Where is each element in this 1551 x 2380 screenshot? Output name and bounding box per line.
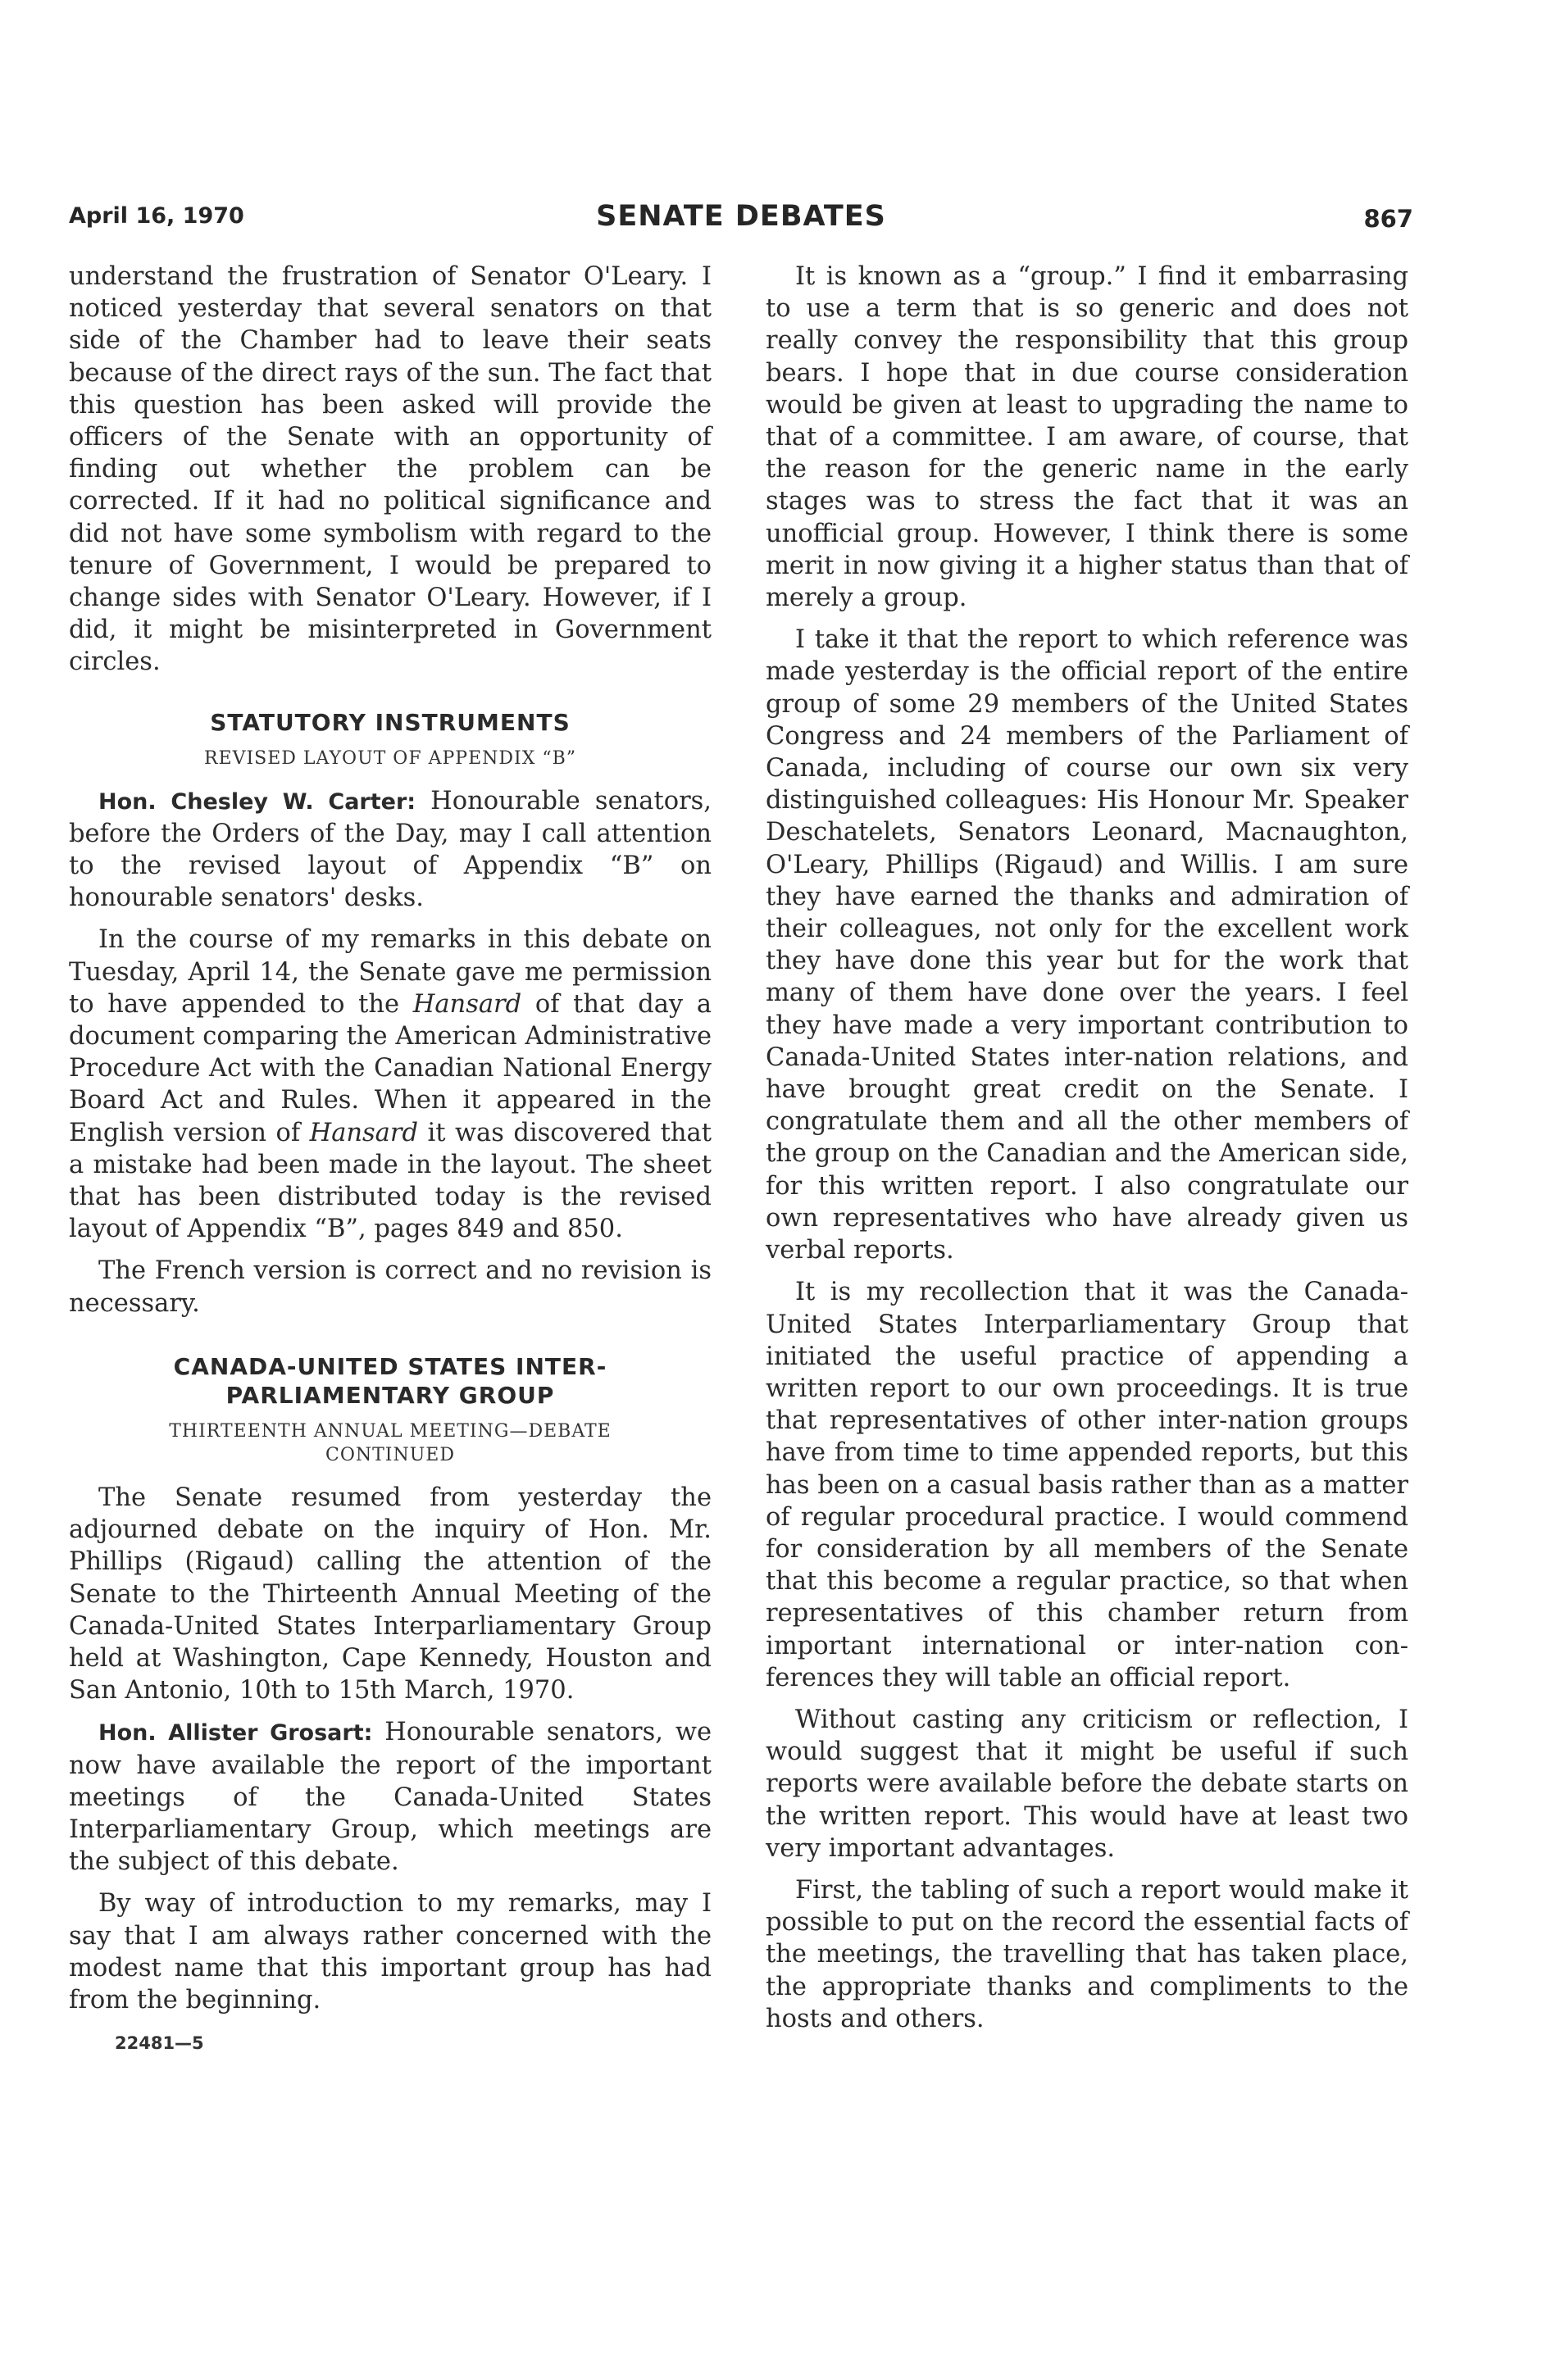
italic-hansard: Hansard [309,1118,418,1147]
text-run: of that day a document comparing the American Administrative Procedure Act with the Canadian National Energy Board Act and Rules. When it appeared in the English version of [69,989,712,1147]
section-heading-statutory-instruments: STATUTORY INSTRUMENTS [210,708,571,736]
subheading-line: THIRTEENTH ANNUAL MEETING—DEBATE [169,1420,612,1442]
speech-text: Honourable senators, before the Orders of the Day, may I call attention to the revised layout of Appendix “B” on honourable senators' desks. [69,786,712,913]
paragraph: Without casting any criticism or reflection, I would suggest that it might be useful if such reports were available before the debate starts on the written report. This would have at least two very important advantages. [766,1705,1408,1863]
header-title: SENATE DEBATES [596,200,886,233]
text-run: it was discovered that a mistake had been made in the layout. The sheet that has been distributed today is the revised layout of Appendix “B”, pages 849 and 850. [69,1118,712,1244]
section-subheading-thirteenth-meeting [69,1419,712,1467]
running-header [69,200,1413,239]
text-run: In the course of my remarks in this debate on Tuesday, April 14, the Senate gave me permission to have appended to the [69,925,712,1019]
paragraph-grosart [69,1716,712,1878]
paragraph: It is my recollection that it was the Canada-United States Interparliamentary Group that initiated the useful practice of appending a written report to our own proceedings. It is true that representatives of other inter-nation groups have from time to time appended reports, but this has been on a casual basis rather than as a matter of regular procedural practice. I would commend for consideration by all members of the Senate that this become a regular practice, so that when representatives of this chamber return from important international or inter-nation conferences they will table an official report. [766,1278,1408,1692]
paragraph: The French version is correct and no revision is necessary. [69,1256,712,1318]
heading-line: PARLIAMENTARY GROUP [225,1381,555,1409]
paragraph-carter [69,785,712,915]
heading-line: CANADA-UNITED STATES INTER- [173,1352,607,1380]
section-heading-canada-us-group [69,1352,712,1410]
speaker-name: Hon. Chesley W. Carter: [98,788,416,815]
paragraph: First, the tabling of such a report would make it possible to put on the record the essential facts of the meetings, the travelling that has taken place, the appropriate thanks and compliments to the hosts and others. [766,1875,1408,2033]
page-number: 867 [1363,205,1413,233]
speaker-name: Hon. Allister Grosart: [98,1720,373,1746]
paragraph: The Senate resumed from yesterday the adjourned debate on the inquiry of Hon. Mr. Phillips (Rigaud) calling the attention of the Senate to the Thirteenth Annual Meeting of the Canada-United States Interparliamentary Group held at Washington, Cape Kennedy, Houston and San Antonio, 10th to 15th March, 1970. [69,1483,712,1706]
paragraph: understand the frustration of Senator O'Leary. I noticed yesterday that several senators on that side of the Chamber had to leave their seats because of the direct rays of the sun. The fact that this question has been asked will provide the officers of the Senate with an opportunity of finding out whether the problem can be corrected. If it had no political significance and did not have some symbolism with regard to the tenure of Government, I would be prepared to change sides with Senator O'Leary. However, if I did, it might be misinterpreted in Government circles. [69,262,712,677]
italic-hansard: Hansard [412,989,522,1019]
paragraph: I take it that the report to which reference was made yesterday is the official report of the entire group of some 29 members of the United States Congress and 24 members of the Parliament of Canada, including of course our own six very distinguished colleagues: His Honour Mr. Speaker Deschatelets, Senators Leonard, Macnaughton, O'Leary, Phillips (Rigaud) and Willis. I am sure they have earned the thanks and admiration of their colleagues, not only for the excellent work they have done this year but for the work that many of them have done over the years. I feel they have made a very important contribution to Canada-United States inter-nation relations, and have brought great credit on the Senate. I congratulate them and all the other members of the group on the Canadian and the American side, for this written report. I also congratulate our own representatives who have already given us verbal reports. [766,625,1408,1265]
paragraph: By way of introduction to my remarks, may I say that I am always rather concerned with the modest name that this important group has had from the beginning. [69,1889,712,2014]
paragraph [69,924,712,1245]
print-code: 22481—5 [115,2033,204,2054]
right-column [766,261,1408,2045]
header-date: April 16, 1970 [69,203,244,229]
left-column [69,261,712,2060]
section-subheading-revised-layout: REVISED LAYOUT OF APPENDIX “B” [203,747,577,769]
subheading-line: CONTINUED [325,1444,455,1465]
paragraph: It is known as a “group.” I find it embarrasing to use a term that is so generic and does not really convey the responsibility that this group bears. I hope that in due course consideration would be given at least to upgrading the name to that of a committee. I am aware, of course, that the reason for the generic name in the early stages was to stress the fact that it was an unofficial group. However, I think there is some merit in now giving it a higher status than that of merely a group. [766,262,1408,613]
speech-text: Honourable senators, we now have available the report of the important meetings of the Canada-United States Interparliamentary Group, which meetings are the subject of this debate. [69,1718,712,1877]
